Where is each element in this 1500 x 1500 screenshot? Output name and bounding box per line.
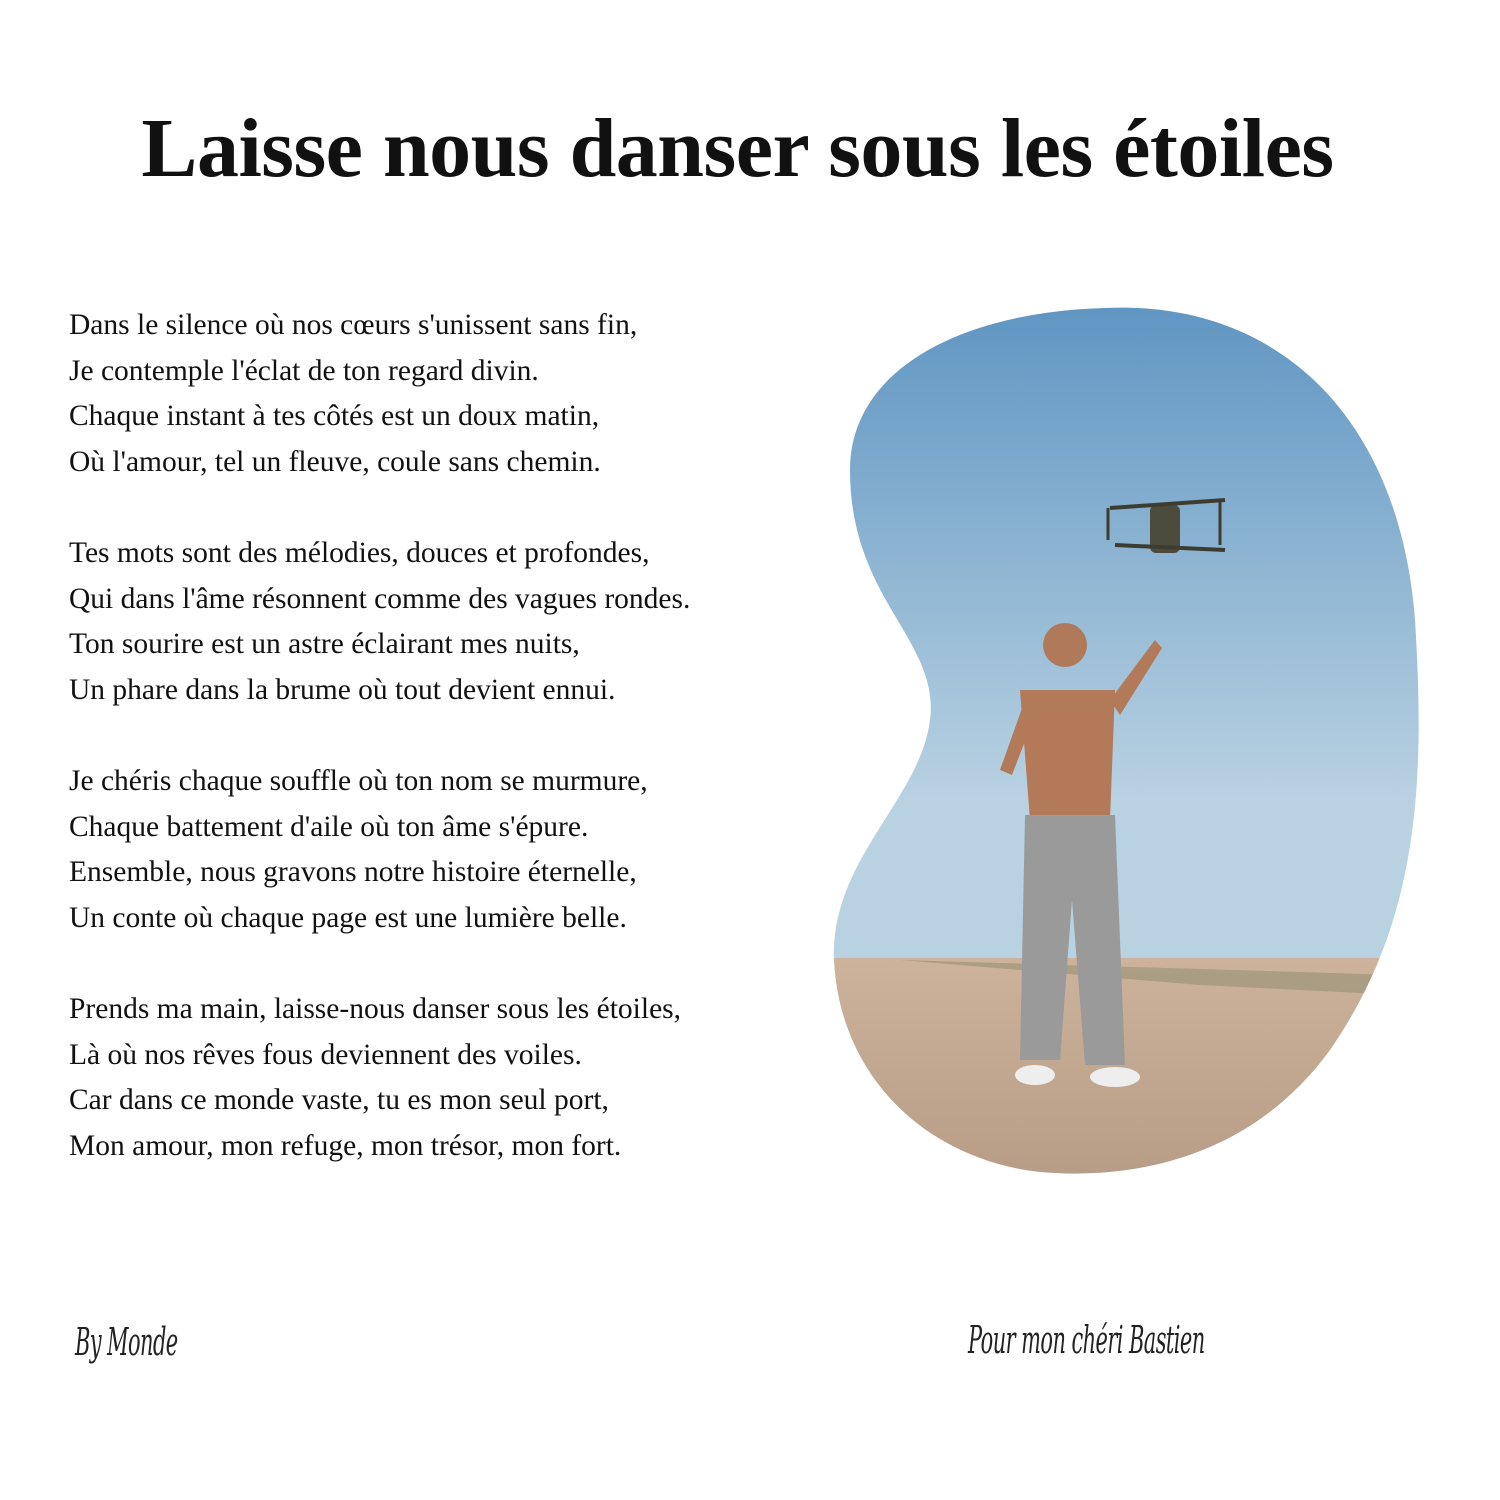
stanza-1 <box>69 303 690 485</box>
poem-line: Ensemble, nous gravons notre histoire éternelle, <box>69 856 637 889</box>
poem-line: Prends ma main, laisse-nous danser sous les étoiles, <box>69 992 682 1025</box>
stanza-2 <box>69 531 690 713</box>
poem-line: Car dans ce monde vaste, tu es mon seul port, <box>69 1084 609 1117</box>
poem-line: Où l'amour, tel un fleuve, coule sans chemin. <box>69 445 601 478</box>
author-signature: By Monde <box>75 1320 178 1364</box>
stanza-4 <box>69 987 690 1169</box>
poem-title: Laisse nous danser sous les étoiles <box>141 102 1334 195</box>
poem-line: Là où nos rêves fous deviennent des voiles. <box>69 1038 582 1071</box>
poem-line: Je chéris chaque souffle où ton nom se murmure, <box>69 764 648 797</box>
dedication-signature: Pour mon chéri Bastien <box>968 1318 1205 1362</box>
poem-line: Je contemple l'éclat de ton regard divin. <box>69 354 539 387</box>
poem-line: Ton sourire est un astre éclairant mes nuits, <box>69 628 580 661</box>
poem-line: Tes mots sont des mélodies, douces et profondes, <box>69 536 650 569</box>
poem-line: Mon amour, mon refuge, mon trésor, mon fort. <box>69 1129 622 1162</box>
blob-photo <box>820 300 1430 1190</box>
poem-line: Qui dans l'âme résonnent comme des vagues rondes. <box>69 582 691 615</box>
poem-body <box>69 303 690 1215</box>
stanza-3 <box>69 759 690 941</box>
poem-line: Dans le silence où nos cœurs s'unissent sans fin, <box>69 309 638 341</box>
poem-line: Chaque battement d'aile où ton âme s'épure. <box>69 810 589 843</box>
poem-line: Chaque instant à tes côtés est un doux matin, <box>69 400 600 433</box>
poem-line: Un phare dans la brume où tout devient ennui. <box>69 673 616 706</box>
poem-line: Un conte où chaque page est une lumière belle. <box>69 901 627 934</box>
